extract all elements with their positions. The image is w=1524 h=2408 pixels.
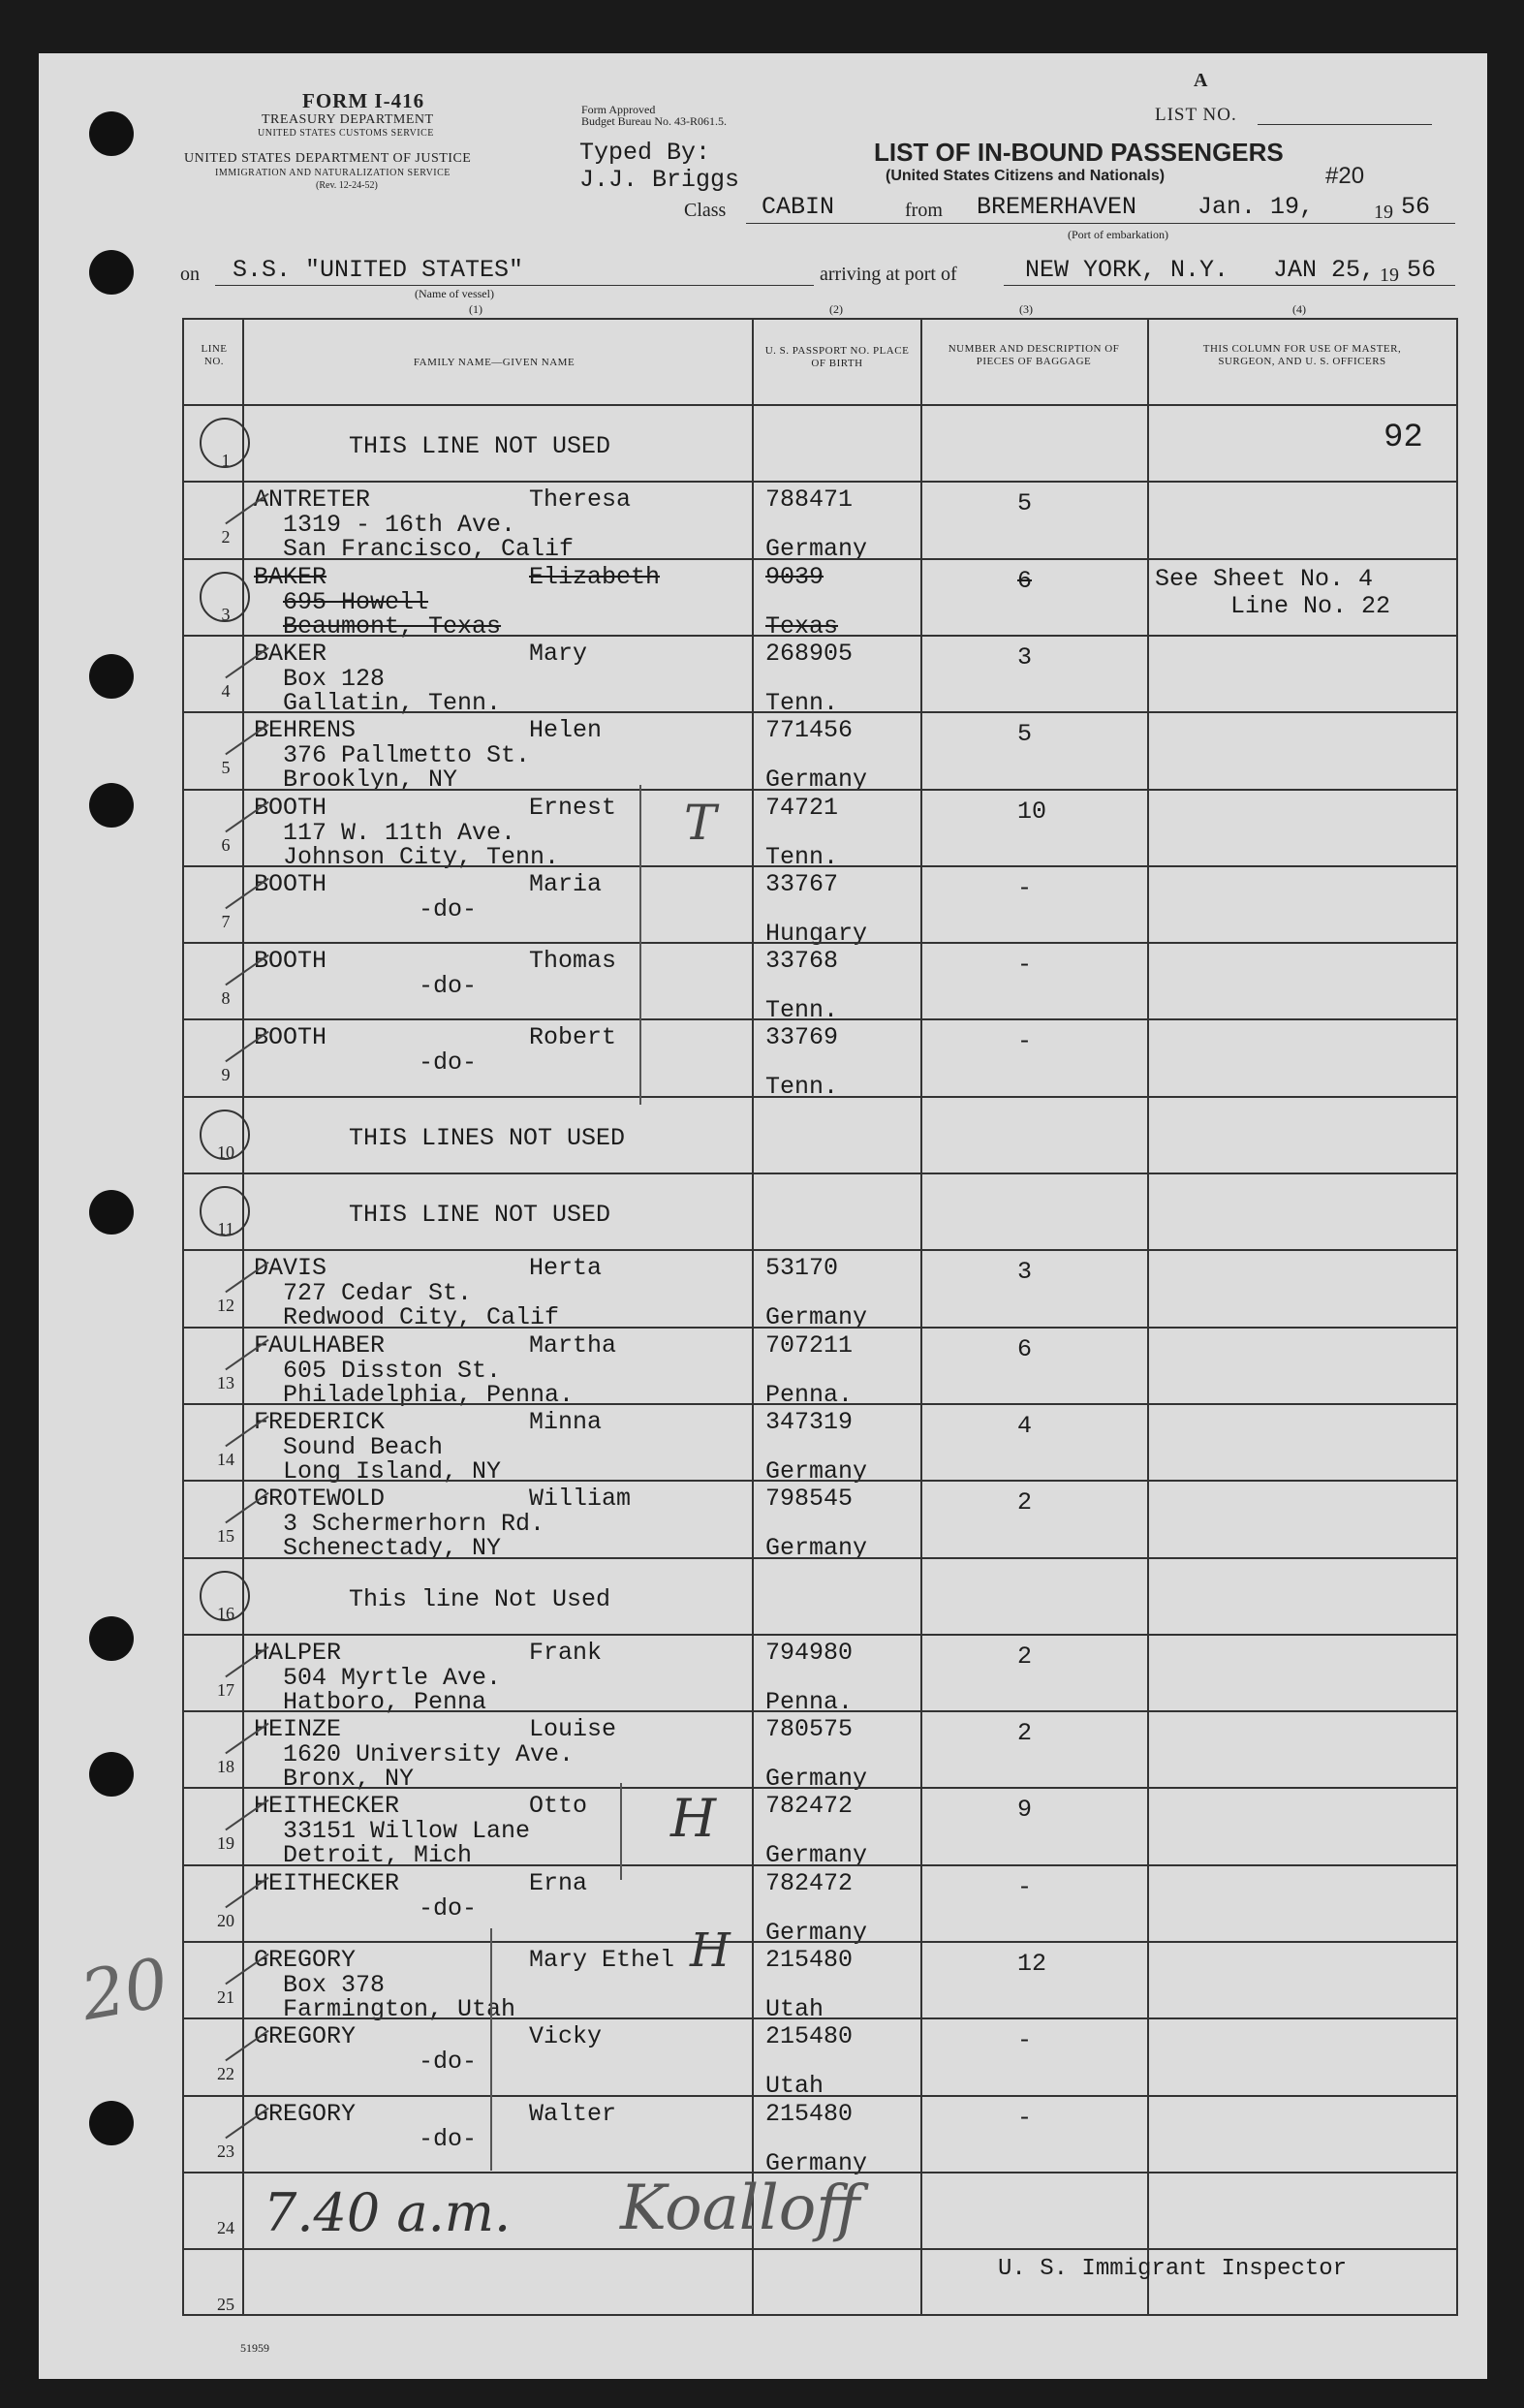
ditto-mark: -do- <box>419 972 478 1001</box>
baggage-count: 5 <box>1017 489 1033 518</box>
typed-by-name: J.J. Briggs <box>579 166 740 194</box>
baggage-count: 3 <box>1017 642 1033 672</box>
baggage-count: 9 <box>1017 1796 1033 1825</box>
row-divider <box>182 1941 1458 1943</box>
passport-number: 33769 <box>765 1023 839 1052</box>
budget-bureau: Budget Bureau No. 43-R061.5. <box>581 114 727 128</box>
punch-hole-1 <box>89 111 134 156</box>
place-of-birth: Germany <box>765 1456 868 1485</box>
place-of-birth: Germany <box>765 1918 868 1947</box>
row-divider <box>182 1864 1458 1866</box>
row-divider <box>182 2017 1458 2019</box>
passport-number: 794980 <box>765 1638 854 1667</box>
place-of-birth: Tenn. <box>765 996 839 1025</box>
family-name: HEITHECKER <box>254 1792 400 1821</box>
line-number: 1 <box>221 451 231 470</box>
row-divider <box>182 942 1458 944</box>
address-line-1: 376 Pallmetto St. <box>283 741 531 770</box>
line-number: 6 <box>221 834 231 855</box>
address-line-1: Sound Beach <box>283 1432 444 1461</box>
given-name: Otto <box>529 1792 588 1821</box>
officer-note-1: 92 <box>1384 420 1423 456</box>
address-line-2: Redwood City, Calif <box>283 1303 560 1332</box>
family-name: BEHRENS <box>254 716 357 745</box>
col-number-4: (4) <box>1292 302 1306 316</box>
given-name: Frank <box>529 1638 603 1667</box>
place-of-birth: Tenn. <box>765 842 839 871</box>
line-number: 11 <box>217 1219 234 1238</box>
revision: (Rev. 12-24-52) <box>316 180 378 191</box>
family-name: GREGORY <box>254 1946 357 1974</box>
given-name: Theresa <box>529 485 632 515</box>
address-line-1: 695 Howell <box>283 587 429 616</box>
place-of-birth: Germany <box>765 1765 868 1794</box>
address-line-1: Box 378 <box>283 1971 386 1999</box>
place-of-birth: Tenn. <box>765 688 839 717</box>
baggage-count: 2 <box>1017 1488 1033 1517</box>
passport-number: 53170 <box>765 1254 839 1283</box>
passport-number: 782472 <box>765 1868 854 1897</box>
row-divider <box>182 2095 1458 2097</box>
line-number: 8 <box>221 988 231 1009</box>
passport-number: 780575 <box>765 1715 854 1744</box>
given-name: Minna <box>529 1407 603 1436</box>
passport-number: 707211 <box>765 1330 854 1360</box>
address-line-1: 3 Schermerhorn Rd. <box>283 1510 545 1539</box>
col-divider-3 <box>920 320 922 2316</box>
on-label: on <box>180 264 200 285</box>
address-line-1: 504 Myrtle Ave. <box>283 1663 502 1692</box>
handwritten-mark-h2: H <box>690 1923 731 1978</box>
line-number: 22 <box>217 2064 234 2084</box>
row-divider <box>182 558 1458 560</box>
passport-number: 782472 <box>765 1792 854 1821</box>
row-divider <box>182 1018 1458 1020</box>
family-name: GREGORY <box>254 2022 357 2051</box>
baggage-count: - <box>1017 1872 1033 1901</box>
family-name: BOOTH <box>254 947 327 976</box>
given-name: Ernest <box>529 793 617 822</box>
family-name: ANTRETER <box>254 485 371 515</box>
footer-code: 51959 <box>240 2341 269 2355</box>
punch-hole-4 <box>89 783 134 828</box>
address-line-1: 117 W. 11th Ave. <box>283 818 516 847</box>
given-name: Helen <box>529 716 603 745</box>
baggage-count: 10 <box>1017 797 1047 826</box>
row-divider <box>182 481 1458 483</box>
embark-line <box>746 223 1455 224</box>
row-divider <box>182 1327 1458 1329</box>
passport-number: 347319 <box>765 1407 854 1436</box>
line-not-used-note: THIS LINES NOT USED <box>349 1123 626 1152</box>
col-header-passport: U. S. PASSPORT NO. PLACE OF BIRTH <box>764 345 910 369</box>
address-line-1: 1319 - 16th Ave. <box>283 511 516 540</box>
row-divider <box>182 1787 1458 1789</box>
col-header-line-no: LINE NO. <box>201 343 228 367</box>
ditto-mark: -do- <box>419 2048 478 2077</box>
form-number: FORM I-416 <box>302 89 425 112</box>
embark-year: 56 <box>1401 193 1431 221</box>
col-divider-4 <box>1147 320 1149 2316</box>
place-of-birth: Utah <box>765 2072 824 2101</box>
place-of-birth: Hungary <box>765 919 868 948</box>
baggage-count: 6 <box>1017 566 1033 595</box>
row-divider <box>182 1710 1458 1712</box>
arriving-label: arriving at port of <box>820 264 957 285</box>
given-name: Louise <box>529 1715 617 1744</box>
line-number: 20 <box>217 1910 234 1930</box>
line-number-circle <box>200 572 250 622</box>
punch-hole-7 <box>89 1752 134 1797</box>
baggage-count: 2 <box>1017 1642 1033 1671</box>
given-name: Thomas <box>529 947 617 976</box>
vessel-name: S.S. "UNITED STATES" <box>233 256 524 284</box>
col-header-officers: THIS COLUMN FOR USE OF MASTER, SURGEON, AND U. S. OFFICERS <box>1202 343 1402 367</box>
family-name: BAKER <box>254 639 327 668</box>
punch-hole-5 <box>89 1190 134 1235</box>
handwritten-bracket-3 <box>490 1928 492 2171</box>
address-line-2: Philadelphia, Penna. <box>283 1380 575 1409</box>
given-name: Martha <box>529 1330 617 1360</box>
given-name: Elizabeth <box>529 562 661 591</box>
line-number: 3 <box>221 604 231 624</box>
place-of-birth: Tenn. <box>765 1073 839 1102</box>
family-name: HEITHECKER <box>254 1868 400 1897</box>
baggage-count: 2 <box>1017 1719 1033 1748</box>
baggage-count: - <box>1017 2103 1033 2132</box>
given-name: Robert <box>529 1023 617 1052</box>
embark-year-prefix: 19 <box>1374 202 1393 223</box>
vessel-caption: (Name of vessel) <box>415 287 494 300</box>
baggage-count: - <box>1017 1027 1033 1056</box>
line-number: 15 <box>217 1526 234 1547</box>
passport-number: 33767 <box>765 869 839 898</box>
given-name: Mary <box>529 639 588 668</box>
place-of-birth: Texas <box>765 611 839 641</box>
baggage-count: 5 <box>1017 720 1033 749</box>
address-line-2: Bronx, NY <box>283 1765 415 1794</box>
document-subtitle: (United States Citizens and Nationals) <box>886 168 1166 184</box>
line-not-used-note: This line Not Used <box>349 1584 611 1613</box>
address-line-1: 1620 University Ave. <box>283 1740 575 1769</box>
margin-number: 20 <box>75 1942 174 2037</box>
address-line-2: Gallatin, Tenn. <box>283 688 502 717</box>
passport-number: 215480 <box>765 2022 854 2051</box>
col-divider-2 <box>752 320 754 2316</box>
line-number-circle <box>200 1110 250 1160</box>
typed-by-label: Typed By: <box>579 139 711 167</box>
passport-number: 215480 <box>765 2099 854 2128</box>
form-approved: Form Approved <box>581 103 656 116</box>
handwritten-mark-t: T <box>684 795 717 851</box>
passport-number: 215480 <box>765 1946 854 1974</box>
ditto-mark: -do- <box>419 2124 478 2153</box>
row-divider <box>182 635 1458 637</box>
family-name: HEINZE <box>254 1715 342 1744</box>
line-number: 25 <box>217 2295 234 2315</box>
line-number: 9 <box>221 1065 231 1085</box>
address-line-1: 727 Cedar St. <box>283 1279 473 1308</box>
class-value: CABIN <box>762 193 835 221</box>
place-of-birth: Germany <box>765 1534 868 1563</box>
justice-dept: UNITED STATES DEPARTMENT OF JUSTICE <box>184 151 472 166</box>
line-number: 16 <box>217 1603 234 1623</box>
passport-number: 33768 <box>765 947 839 976</box>
arrival-date: JAN 25, <box>1273 256 1376 284</box>
address-line-1: Box 128 <box>283 664 386 693</box>
passport-number: 788471 <box>765 485 854 515</box>
ditto-mark: -do- <box>419 1048 478 1078</box>
baggage-count: 12 <box>1017 1950 1047 1978</box>
ditto-mark: -do- <box>419 894 478 923</box>
family-name: GROTEWOLD <box>254 1485 386 1514</box>
passport-number: 771456 <box>765 716 854 745</box>
passport-number: 74721 <box>765 793 839 822</box>
port-caption: (Port of embarkation) <box>1068 228 1168 241</box>
list-no-line <box>1258 124 1432 125</box>
place-of-birth: Germany <box>765 1303 868 1332</box>
row-divider <box>182 865 1458 867</box>
line-not-used-note: THIS LINE NOT USED <box>349 432 611 460</box>
document-title: LIST OF IN-BOUND PASSENGERS <box>874 138 1284 167</box>
place-of-birth: Germany <box>765 1841 868 1870</box>
line-number: 13 <box>217 1372 234 1392</box>
line-number: 14 <box>217 1449 234 1469</box>
arrival-year: 56 <box>1407 256 1437 284</box>
line-number: 24 <box>217 2217 234 2237</box>
col-number-3: (3) <box>1019 302 1033 316</box>
line-number: 19 <box>217 1833 234 1854</box>
address-line-2: Farmington, Utah <box>283 1995 516 2023</box>
handwritten-bracket-2 <box>620 1783 622 1880</box>
embark-date: Jan. 19, <box>1197 193 1315 221</box>
line-number: 7 <box>221 911 231 931</box>
arrival-line <box>1004 285 1455 286</box>
given-name: Herta <box>529 1254 603 1283</box>
line-number: 4 <box>221 680 231 701</box>
given-name: Vicky <box>529 2022 603 2051</box>
line-number: 18 <box>217 1757 234 1777</box>
list-no-value: A <box>1194 70 1208 91</box>
inspector-signature: Koalloff <box>620 2173 860 2244</box>
col-header-name: FAMILY NAME—GIVEN NAME <box>413 357 575 368</box>
line-number: 5 <box>221 758 231 778</box>
address-line-2: Johnson City, Tenn. <box>283 842 560 871</box>
line-number: 2 <box>221 527 231 547</box>
given-name: William <box>529 1485 632 1514</box>
officer-note-2: Line No. 22 <box>1230 591 1391 620</box>
embark-port: BREMERHAVEN <box>977 193 1137 221</box>
vessel-line <box>215 285 814 286</box>
baggage-count: - <box>1017 873 1033 902</box>
ins-service: IMMIGRATION AND NATURALIZATION SERVICE <box>215 168 451 178</box>
row-divider <box>182 1403 1458 1405</box>
handwritten-mark-h1: H <box>670 1788 717 1849</box>
line-number: 12 <box>217 1296 234 1316</box>
class-label: Class <box>684 200 727 221</box>
row-divider <box>182 1557 1458 1559</box>
place-of-birth: Germany <box>765 766 868 795</box>
list-no-label: LIST NO. <box>1155 105 1237 125</box>
place-of-birth: Penna. <box>765 1687 854 1716</box>
punch-hole-2 <box>89 250 134 295</box>
address-line-2: Detroit, Mich <box>283 1841 473 1870</box>
ditto-mark: -do- <box>419 1893 478 1923</box>
given-name: Maria <box>529 869 603 898</box>
inspector-label: U. S. Immigrant Inspector <box>998 2256 1348 2282</box>
line-number: 10 <box>217 1141 234 1162</box>
arrival-port: NEW YORK, N.Y. <box>1025 256 1229 284</box>
col-number-1: (1) <box>469 302 482 316</box>
line-number: 23 <box>217 2141 234 2161</box>
col-number-2: (2) <box>829 302 843 316</box>
family-name: BAKER <box>254 562 327 591</box>
family-name: DAVIS <box>254 1254 327 1283</box>
officer-note-1: See Sheet No. 4 <box>1155 564 1374 593</box>
place-of-birth: Germany <box>765 535 868 564</box>
address-line-2: Hatboro, Penna <box>283 1687 487 1716</box>
customs-service: UNITED STATES CUSTOMS SERVICE <box>258 128 434 139</box>
family-name: BOOTH <box>254 1023 327 1052</box>
line-number: 17 <box>217 1679 234 1700</box>
row-divider <box>182 1634 1458 1636</box>
handwritten-bracket-1 <box>639 785 641 1105</box>
from-label: from <box>905 200 943 221</box>
col-header-baggage: NUMBER AND DESCRIPTION OF PIECES OF BAGGAGE <box>948 343 1120 367</box>
passport-number: 9039 <box>765 562 824 591</box>
row-divider <box>182 2248 1458 2250</box>
family-name: BOOTH <box>254 869 327 898</box>
family-name: HALPER <box>254 1638 342 1667</box>
line-number-circle <box>200 418 250 468</box>
family-name: FAULHABER <box>254 1330 386 1360</box>
handwritten-time: 7.40 a.m. <box>264 2182 512 2243</box>
arrival-year-prefix: 19 <box>1380 265 1399 286</box>
row-divider <box>182 711 1458 713</box>
row-divider <box>182 1173 1458 1174</box>
address-line-2: San Francisco, Calif <box>283 535 575 564</box>
address-line-2: Brooklyn, NY <box>283 766 458 795</box>
baggage-count: 6 <box>1017 1334 1033 1363</box>
address-line-2: Long Island, NY <box>283 1456 502 1485</box>
family-name: GREGORY <box>254 2099 357 2128</box>
given-name: Walter <box>529 2099 617 2128</box>
passport-number: 798545 <box>765 1485 854 1514</box>
line-number: 21 <box>217 1987 234 2007</box>
address-line-2: Beaumont, Texas <box>283 611 502 641</box>
punch-hole-3 <box>89 654 134 699</box>
baggage-count: 3 <box>1017 1258 1033 1287</box>
row-divider <box>182 1096 1458 1098</box>
place-of-birth: Utah <box>765 1995 824 2023</box>
place-of-birth: Germany <box>765 2148 868 2177</box>
baggage-count: 4 <box>1017 1411 1033 1440</box>
line-number-circle <box>200 1571 250 1621</box>
row-divider <box>182 1249 1458 1251</box>
sheet-number: #20 <box>1325 163 1365 189</box>
address-line-2: Schenectady, NY <box>283 1534 502 1563</box>
address-line-1: 605 Disston St. <box>283 1356 502 1385</box>
given-name: Erna <box>529 1868 588 1897</box>
family-name: FREDERICK <box>254 1407 386 1436</box>
family-name: BOOTH <box>254 793 327 822</box>
row-divider <box>182 1480 1458 1482</box>
row-divider <box>182 789 1458 791</box>
place-of-birth: Penna. <box>765 1380 854 1409</box>
given-name: Mary Ethel <box>529 1946 675 1974</box>
line-not-used-note: THIS LINE NOT USED <box>349 1201 611 1229</box>
address-line-1: 33151 Willow Lane <box>283 1817 531 1846</box>
passport-number: 268905 <box>765 639 854 668</box>
punch-hole-8 <box>89 2101 134 2145</box>
row-divider <box>182 404 1458 406</box>
baggage-count: - <box>1017 951 1033 980</box>
punch-hole-6 <box>89 1616 134 1661</box>
line-number-circle <box>200 1186 250 1236</box>
baggage-count: - <box>1017 2026 1033 2055</box>
treasury-dept: TREASURY DEPARTMENT <box>262 112 434 127</box>
